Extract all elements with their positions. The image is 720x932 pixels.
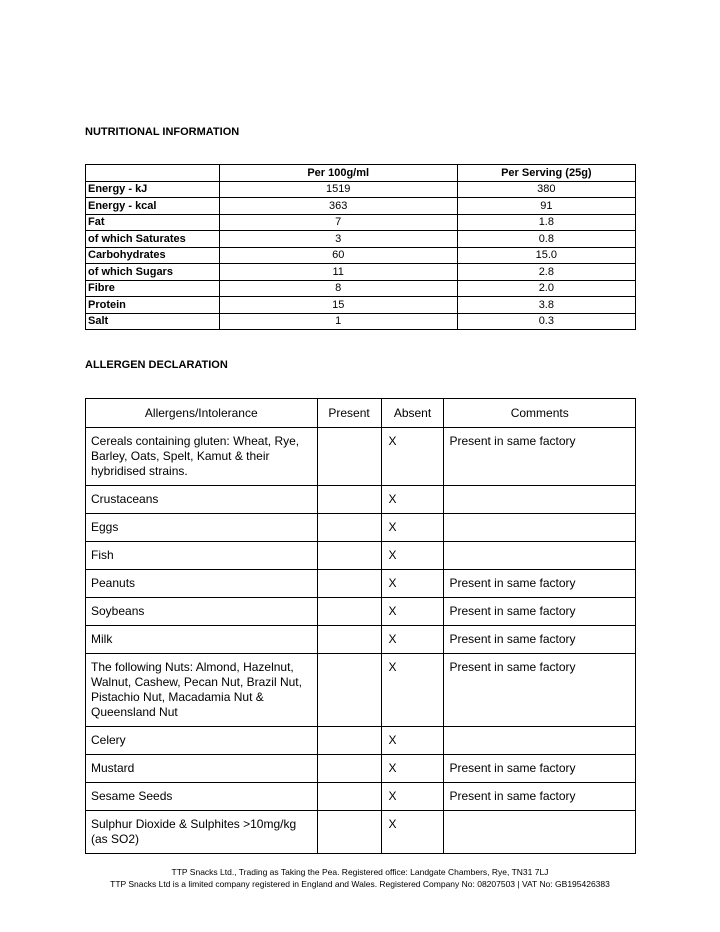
allergen-name: Fish [86, 542, 318, 570]
allergen-col-absent: Absent [381, 399, 444, 428]
per-100g-value: 11 [219, 264, 457, 281]
per-100g-value: 60 [219, 247, 457, 264]
allergen-name: Mustard [86, 755, 318, 783]
allergen-comment: Present in same factory [444, 626, 636, 654]
per-serving-value: 0.3 [457, 313, 635, 330]
per-serving-value: 2.8 [457, 264, 635, 281]
allergen-name: Peanuts [86, 570, 318, 598]
per-serving-value: 3.8 [457, 297, 635, 314]
nutrition-col-per100: Per 100g/ml [219, 165, 457, 182]
allergen-comment: Present in same factory [444, 428, 636, 486]
allergen-name: Soybeans [86, 598, 318, 626]
allergen-col-comments: Comments [444, 399, 636, 428]
present-mark [317, 755, 381, 783]
present-mark [317, 514, 381, 542]
nutrition-row [86, 198, 636, 215]
absent-mark: X [381, 811, 444, 854]
allergen-col-present: Present [317, 399, 381, 428]
per-100g-value: 3 [219, 231, 457, 248]
allergen-name: Celery [86, 727, 318, 755]
allergen-row [86, 811, 636, 854]
absent-mark: X [381, 727, 444, 755]
allergen-row [86, 783, 636, 811]
nutrition-table [85, 164, 636, 330]
present-mark [317, 428, 381, 486]
per-100g-value: 1519 [219, 181, 457, 198]
absent-mark: X [381, 654, 444, 727]
footer-line-2: TTP Snacks Ltd is a limited company registered in England and Wales. Registered Company No: 08207503 | VAT No: GB195426383 [110, 879, 610, 889]
allergen-header-row [86, 399, 636, 428]
allergen-comment [444, 811, 636, 854]
present-mark [317, 727, 381, 755]
allergen-row [86, 727, 636, 755]
allergen-comment: Present in same factory [444, 598, 636, 626]
per-serving-value: 91 [457, 198, 635, 215]
present-mark [317, 542, 381, 570]
nutrition-row [86, 264, 636, 281]
per-serving-value: 0.8 [457, 231, 635, 248]
allergen-comment: Present in same factory [444, 654, 636, 727]
allergen-comment [444, 542, 636, 570]
absent-mark: X [381, 514, 444, 542]
allergen-heading: ALLERGEN DECLARATION [85, 359, 228, 371]
per-100g-value: 15 [219, 297, 457, 314]
nutrient-name: Energy - kJ [86, 181, 220, 198]
present-mark [317, 486, 381, 514]
allergen-comment [444, 486, 636, 514]
nutrition-row [86, 231, 636, 248]
allergen-comment: Present in same factory [444, 783, 636, 811]
absent-mark: X [381, 542, 444, 570]
allergen-name: Sesame Seeds [86, 783, 318, 811]
nutrition-header-row [86, 165, 636, 182]
allergen-row [86, 428, 636, 486]
per-serving-value: 380 [457, 181, 635, 198]
nutrition-row [86, 214, 636, 231]
present-mark [317, 626, 381, 654]
allergen-name: Sulphur Dioxide & Sulphites >10mg/kg (as SO2) [86, 811, 318, 854]
allergen-row [86, 486, 636, 514]
nutrition-row [86, 247, 636, 264]
absent-mark: X [381, 783, 444, 811]
allergen-name: Milk [86, 626, 318, 654]
nutrient-name: Fibre [86, 280, 220, 297]
per-serving-value: 15.0 [457, 247, 635, 264]
per-serving-value: 2.0 [457, 280, 635, 297]
absent-mark: X [381, 428, 444, 486]
allergen-name: Cereals containing gluten: Wheat, Rye, Barley, Oats, Spelt, Kamut & their hybridised strains. [86, 428, 318, 486]
allergen-col-allergen: Allergens/Intolerance [86, 399, 318, 428]
allergen-row [86, 755, 636, 783]
allergen-comment [444, 514, 636, 542]
present-mark [317, 783, 381, 811]
nutrition-row [86, 297, 636, 314]
footer-line-1: TTP Snacks Ltd., Trading as Taking the Pea. Registered office: Landgate Chambers, Rye, TN31 7LJ [171, 867, 549, 877]
nutrient-name: of which Sugars [86, 264, 220, 281]
nutrient-name: Carbohydrates [86, 247, 220, 264]
absent-mark: X [381, 570, 444, 598]
absent-mark: X [381, 598, 444, 626]
allergen-row [86, 570, 636, 598]
allergen-comment [444, 727, 636, 755]
absent-mark: X [381, 626, 444, 654]
allergen-comment: Present in same factory [444, 755, 636, 783]
per-100g-value: 1 [219, 313, 457, 330]
nutrient-name: Fat [86, 214, 220, 231]
absent-mark: X [381, 755, 444, 783]
allergen-row [86, 626, 636, 654]
per-100g-value: 7 [219, 214, 457, 231]
nutrient-name: Salt [86, 313, 220, 330]
allergen-name: Eggs [86, 514, 318, 542]
present-mark [317, 598, 381, 626]
nutrient-name: Energy - kcal [86, 198, 220, 215]
allergen-table [85, 398, 636, 854]
allergen-name: The following Nuts: Almond, Hazelnut, Walnut, Cashew, Pecan Nut, Brazil Nut, Pistachio Nut, Macadamia Nut & Queensland Nut [86, 654, 318, 727]
nutrition-row [86, 280, 636, 297]
present-mark [317, 811, 381, 854]
allergen-row [86, 514, 636, 542]
allergen-row [86, 542, 636, 570]
nutrition-col-label [86, 165, 220, 182]
allergen-row [86, 654, 636, 727]
present-mark [317, 654, 381, 727]
nutrient-name: of which Saturates [86, 231, 220, 248]
nutrition-heading: NUTRITIONAL INFORMATION [85, 126, 240, 138]
allergen-name: Crustaceans [86, 486, 318, 514]
allergen-comment: Present in same factory [444, 570, 636, 598]
nutrition-row [86, 181, 636, 198]
absent-mark: X [381, 486, 444, 514]
nutrition-row [86, 313, 636, 330]
per-100g-value: 363 [219, 198, 457, 215]
per-100g-value: 8 [219, 280, 457, 297]
nutrient-name: Protein [86, 297, 220, 314]
per-serving-value: 1.8 [457, 214, 635, 231]
nutrition-col-perserving: Per Serving (25g) [457, 165, 635, 182]
present-mark [317, 570, 381, 598]
allergen-row [86, 598, 636, 626]
